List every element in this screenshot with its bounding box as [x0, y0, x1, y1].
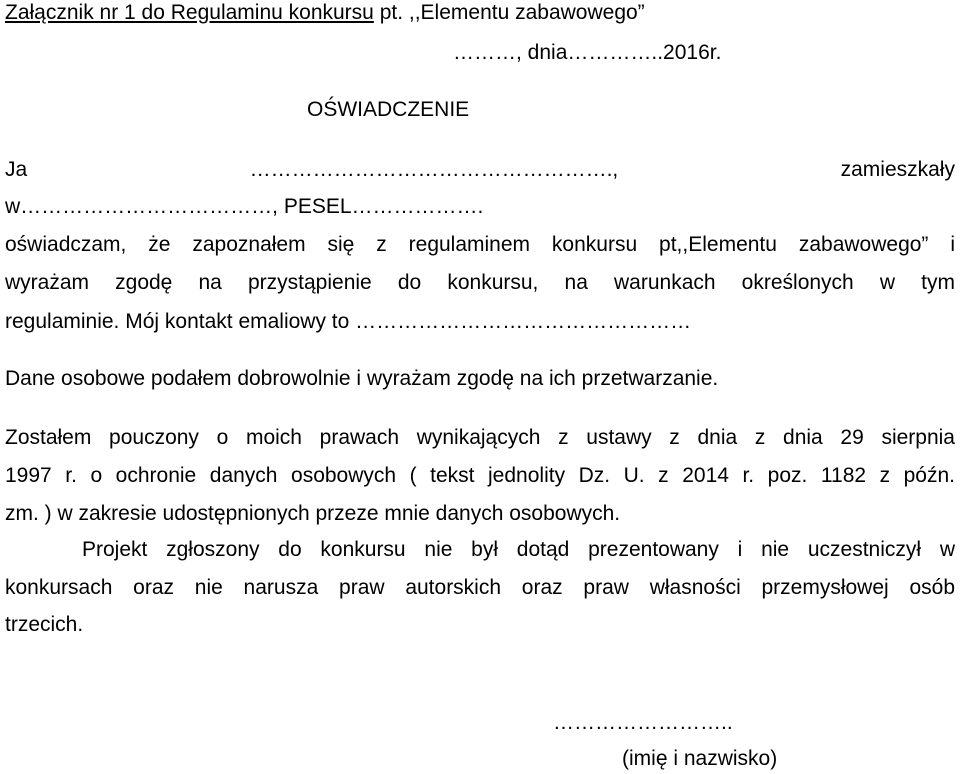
body-line-9: zm. ) w zakresie udostępnionych przeze mnie danych osobowych. [5, 502, 621, 525]
body-line-1 [5, 157, 955, 183]
attachment-header [5, 0, 645, 26]
name-dots: ……………………………………………., [249, 158, 619, 181]
body-line-3: oświadczam, że zapoznałem się z regulaminem konkursu pt,,Elementu zabawowego” i [5, 233, 955, 256]
ja-label: Ja [5, 158, 28, 181]
body-line-11: konkursach oraz nie narusza praw autorskich oraz praw własności przemysłowej osób [5, 576, 955, 599]
signature-label: (imię i nazwisko) [622, 747, 778, 770]
attachment-title: Załącznik nr 1 do Regulaminu konkursu [5, 1, 374, 24]
body-line-2: w………………………………, PESEL………………. [5, 195, 484, 218]
body-line-7: Zostałem pouczony o moich prawach wynikających z ustawy z dnia z dnia 29 sierpnia [5, 426, 955, 449]
body-line-5: regulaminie. Mój kontakt emaliowy to ………………………………………… [5, 310, 692, 333]
body-line-6: Dane osobowe podałem dobrowolnie i wyrażam zgodę na ich przetwarzanie. [5, 367, 719, 390]
body-line-8: 1997 r. o ochronie danych osobowych ( tekst jednolity Dz. U. z 2014 r. poz. 1182 z późn. [5, 464, 955, 487]
contest-name: pt. ,,Elementu zabawowego” [373, 1, 645, 24]
body-line-12: trzecich. [5, 613, 84, 636]
body-line-4: wyrażam zgodę na przystąpienie do konkursu, na warunkach określonych w tym [5, 271, 955, 294]
page-title: OŚWIADCZENIE [307, 98, 470, 121]
date-line: ………, dnia…………..2016r. [453, 41, 722, 64]
residence-label: zamieszkały [840, 158, 955, 181]
signature-dots: …………………….. [553, 711, 733, 734]
body-line-10: Projekt zgłoszony do konkursu nie był dotąd prezentowany i nie uczestniczył w [82, 538, 955, 561]
